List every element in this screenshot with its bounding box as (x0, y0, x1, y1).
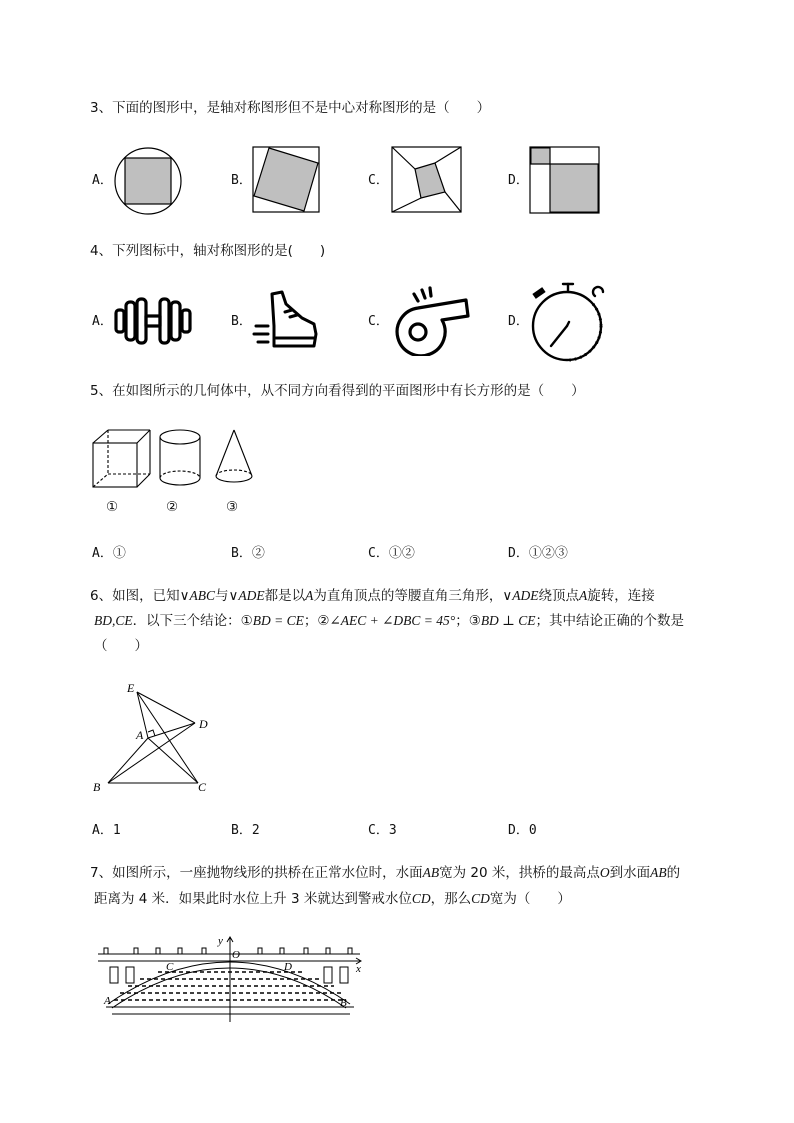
q5-solids-figure (90, 426, 260, 490)
q4-stem: 4、下列图标中，轴对称图形的是( ) (90, 243, 326, 259)
q5-option-a[interactable]: A．① (92, 546, 126, 561)
q7-label-y: y (218, 935, 223, 947)
q6-point-e: E (127, 681, 135, 695)
q3-option-b-label[interactable]: B． (231, 173, 252, 188)
q6-point-d: D (199, 717, 208, 731)
q5-fig-label-2: ② (166, 499, 179, 515)
q4-option-a-label[interactable]: A． (92, 314, 113, 329)
cone-shape (216, 430, 252, 482)
q7-stem-line1: 7、如图所示，一座抛物线形的拱桥在正常水位时，水面AB宽为 20 米，拱桥的最高点O到水面AB的 (90, 865, 681, 881)
q6-stem-line3: （ ） (94, 638, 148, 654)
q5-fig-label-3: ③ (226, 499, 239, 515)
q5-option-c[interactable]: C．①② (368, 546, 415, 561)
q7-stem-line2: 距离为 4 米．如果此时水位上升 3 米就达到警戒水位CD，那么CD宽为（ ） (94, 891, 571, 907)
q6-option-c[interactable]: C．3 (368, 823, 397, 838)
q4-option-b-label[interactable]: B． (231, 314, 252, 329)
cylinder-shape (160, 430, 200, 485)
q6-point-a: A (136, 728, 144, 742)
q3-option-d-label[interactable]: D． (508, 173, 529, 188)
q5-option-d[interactable]: D．①②③ (508, 546, 568, 561)
q3-figure-d-squares (529, 146, 601, 214)
whistle-icon (392, 286, 472, 356)
q6-triangle-figure (90, 680, 220, 798)
q7-label-b: B (340, 997, 347, 1009)
q6-option-d[interactable]: D．0 (508, 823, 537, 838)
q3-option-a-label[interactable]: A． (92, 173, 113, 188)
q5-option-b[interactable]: B．② (231, 546, 265, 561)
q7-label-d: D (284, 961, 292, 973)
q5-fig-label-1: ① (106, 499, 119, 515)
q6-option-b[interactable]: B．2 (231, 823, 260, 838)
q5-stem: 5、在如图所示的几何体中，从不同方向看得到的平面图形中有长方形的是（ ） (90, 383, 585, 399)
cube-shape (93, 430, 150, 487)
q3-stem: 3、下面的图形中，是轴对称图形但不是中心对称图形的是（ ） (90, 100, 491, 116)
q7-label-o: O (232, 949, 240, 961)
q7-label-a: A (104, 995, 111, 1007)
q3-figure-b-rotated-square (252, 146, 322, 214)
q4-option-d-label[interactable]: D． (508, 314, 529, 329)
stopwatch-icon (529, 282, 613, 362)
q7-label-c: C (166, 961, 174, 973)
q6-point-c: C (198, 780, 207, 794)
q7-label-x: x (356, 963, 361, 975)
q3-figure-c-pinwheel-square (391, 146, 463, 214)
q6-stem-line2: BD,CE．以下三个结论：①BD = CE；②∠AEC + ∠DBC = 45°；③BD ⊥ CE；其中结论正确的个数是 (94, 613, 685, 629)
dumbbell-icon (113, 296, 193, 346)
q6-stem-line1: 6、如图，已知∨ABC与∨ADE都是以A为直角顶点的等腰直角三角形，∨ADE绕顶点A旋转，连接 (90, 588, 655, 604)
q7-bridge-figure (98, 932, 370, 1022)
running-shoe-icon (252, 290, 322, 350)
q3-figure-a-circle-square (113, 146, 183, 216)
q6-point-b: B (93, 780, 101, 794)
q4-option-c-label[interactable]: C． (368, 314, 389, 329)
q3-option-c-label[interactable]: C． (368, 173, 389, 188)
q6-option-a[interactable]: A．1 (92, 823, 121, 838)
